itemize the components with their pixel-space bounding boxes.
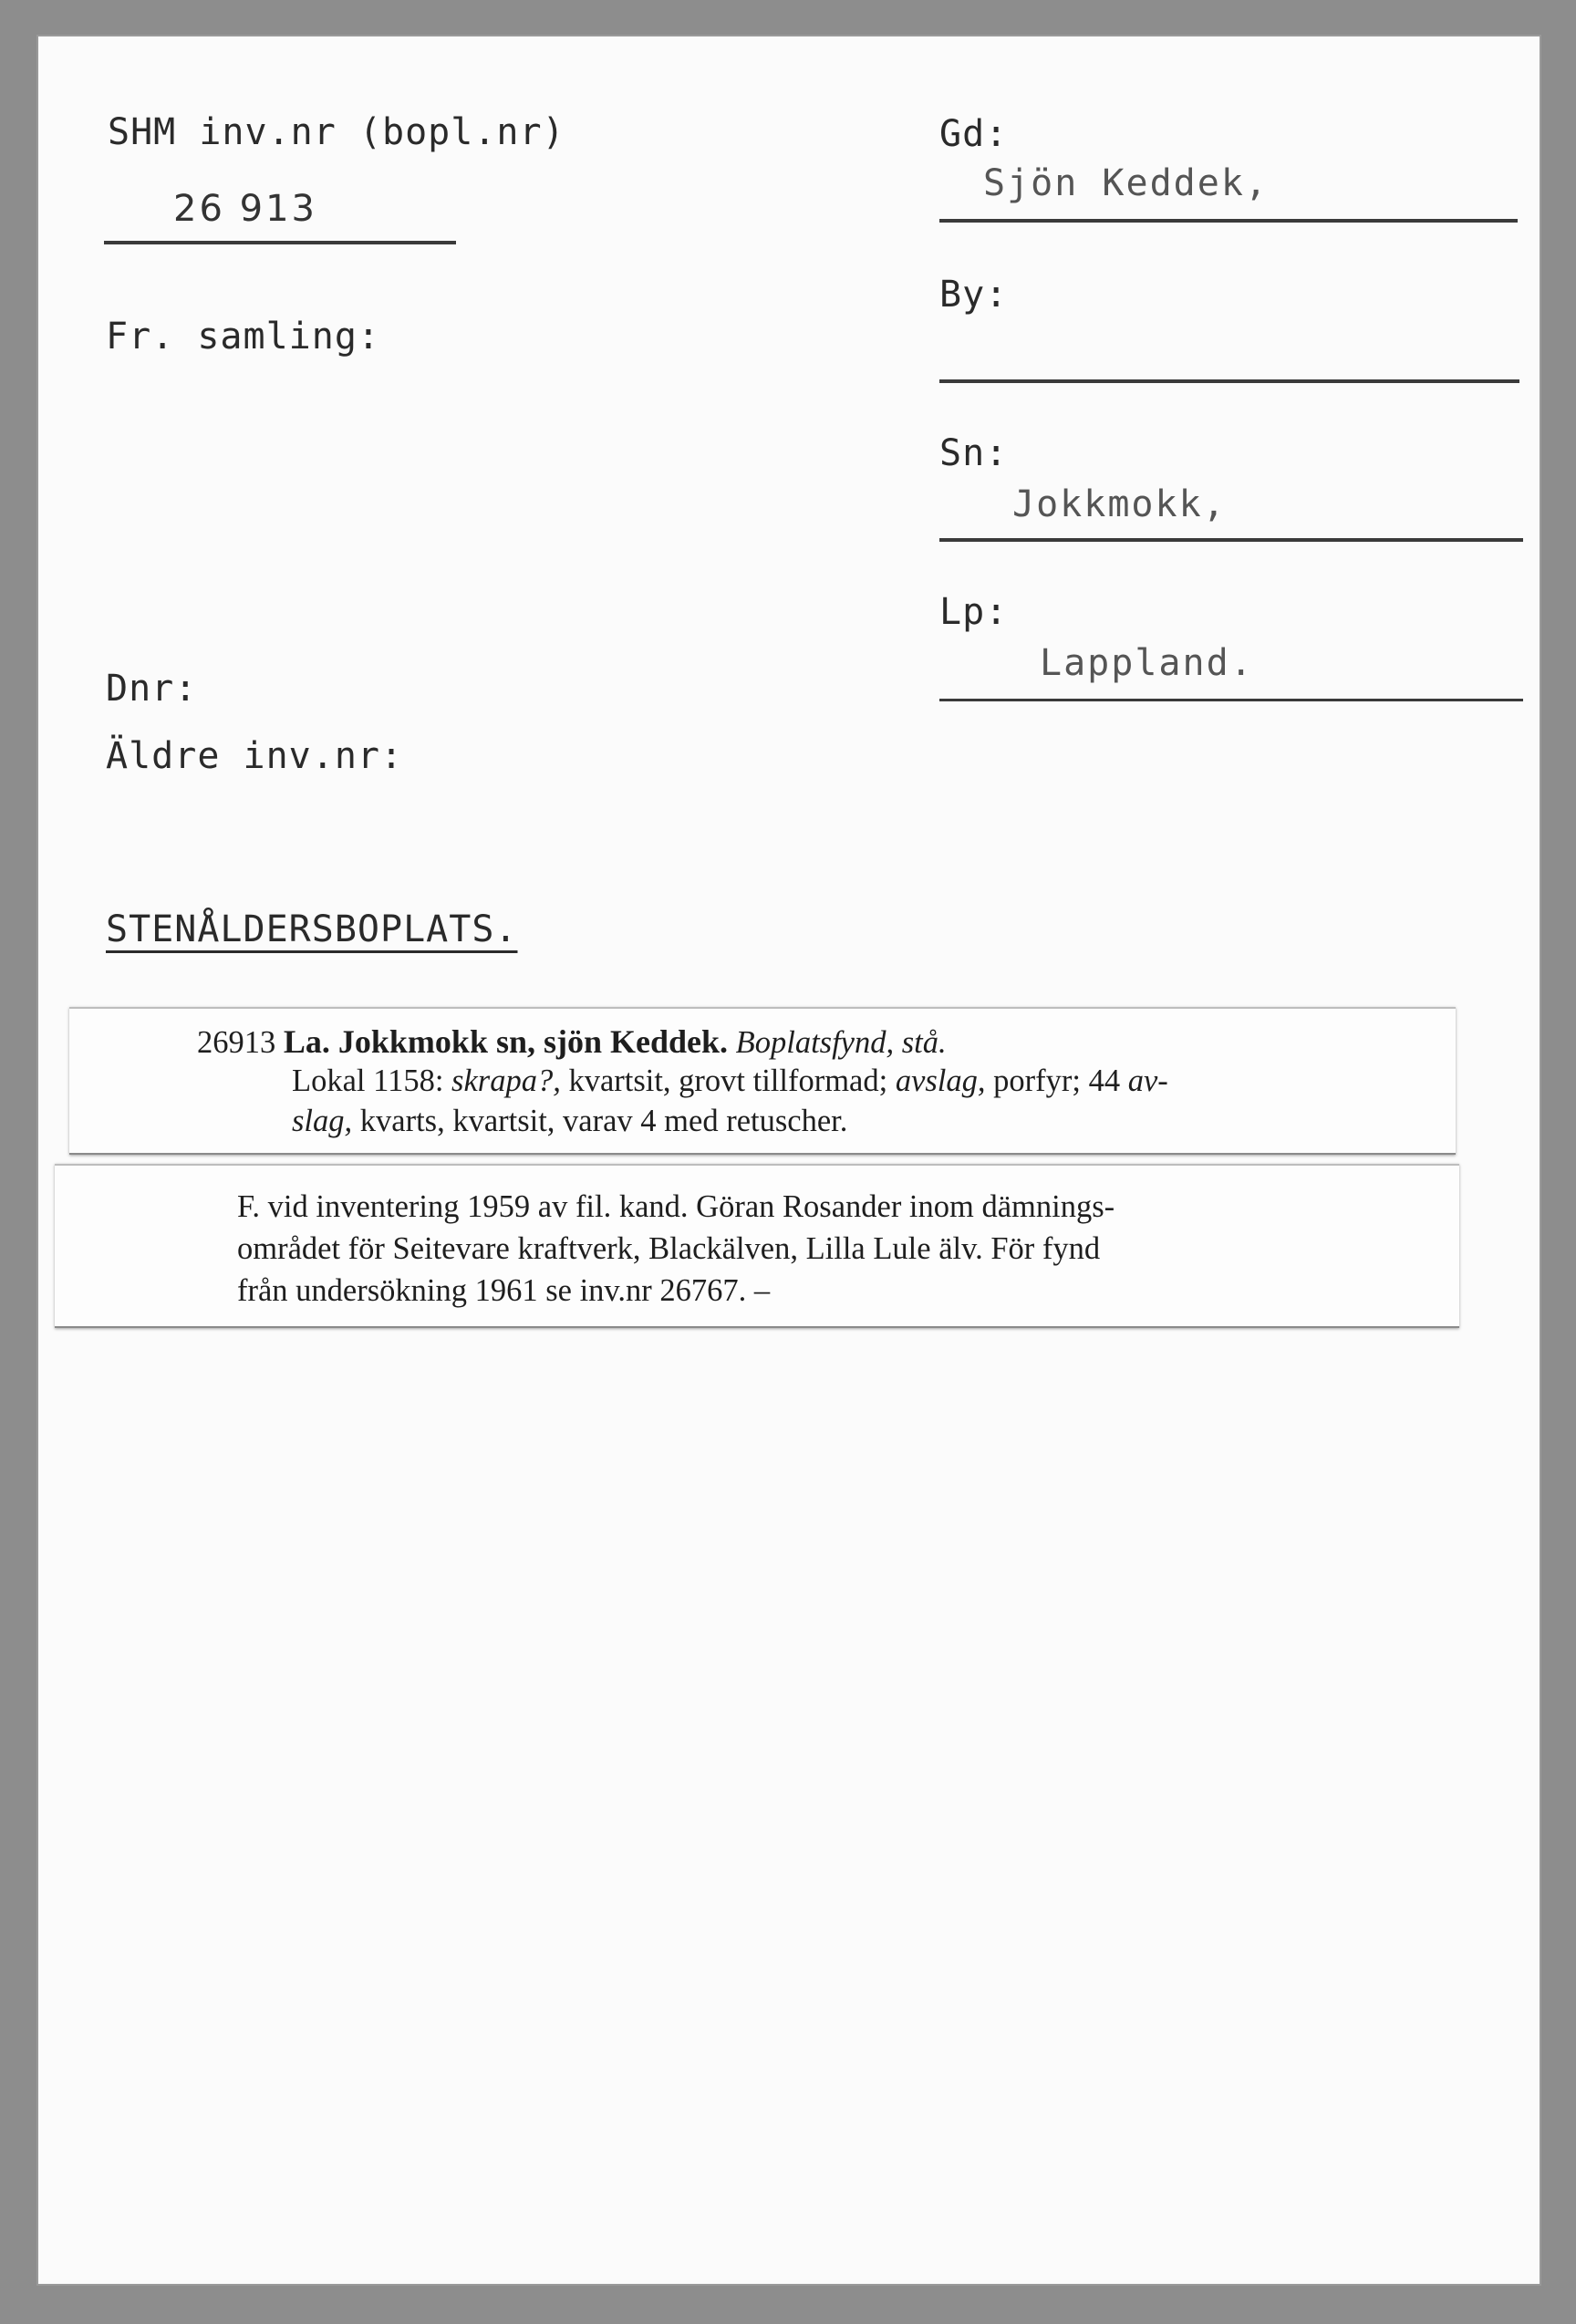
- category-heading: STENÅLDERSBOPLATS.: [106, 908, 518, 950]
- fr-samling-label: Fr. samling:: [106, 316, 380, 358]
- aldre-inv-label: Äldre inv.nr:: [106, 735, 404, 777]
- gd-underline: [939, 219, 1518, 223]
- sn-value: Jokkmokk,: [1012, 483, 1227, 525]
- slip-entry-line-3: slag, kvarts, kvartsit, varav 4 med retuscher.: [292, 1104, 848, 1138]
- catalog-card: [36, 35, 1541, 2286]
- slip-note-line-2: området för Seitevare kraftverk, Blackälven, Lilla Lule älv. För fynd: [237, 1231, 1101, 1266]
- gd-value: Sjön Keddek,: [983, 162, 1269, 204]
- sn-underline: [939, 538, 1523, 542]
- slip-entry-subheading: Boplatsfynd, stå.: [735, 1025, 947, 1060]
- dnr-label: Dnr:: [106, 668, 198, 710]
- inv-nr-underline: [104, 241, 456, 244]
- slip-note-line-3: från undersökning 1961 se inv.nr 26767. –: [237, 1273, 771, 1308]
- by-label: By:: [939, 274, 1009, 316]
- by-underline: [939, 379, 1519, 383]
- slip-entry-heading: La. Jokkmokk sn, sjön Keddek.: [283, 1023, 729, 1060]
- inv-nr-label: SHM inv.nr (bopl.nr): [108, 111, 565, 153]
- lp-underline: [939, 699, 1523, 701]
- inv-nr-value: 26 913: [173, 188, 317, 230]
- lp-value: Lappland.: [1040, 642, 1254, 684]
- slip-entry-line-1: [197, 1025, 947, 1059]
- slip-note-line-1: F. vid inventering 1959 av fil. kand. Göran Rosander inom dämnings-: [237, 1189, 1115, 1224]
- pasted-slip-catalog-entry: [69, 1007, 1456, 1155]
- lp-label: Lp:: [939, 591, 1009, 633]
- pasted-slip-find-note: [55, 1164, 1459, 1328]
- slip-entry-number: 26913: [197, 1025, 276, 1060]
- slip-entry-line-2: Lokal 1158: skrapa?, kvartsit, grovt tillformad; avslag, porfyr; 44 av-: [292, 1063, 1168, 1098]
- sn-label: Sn:: [939, 432, 1009, 474]
- gd-label: Gd:: [939, 113, 1009, 155]
